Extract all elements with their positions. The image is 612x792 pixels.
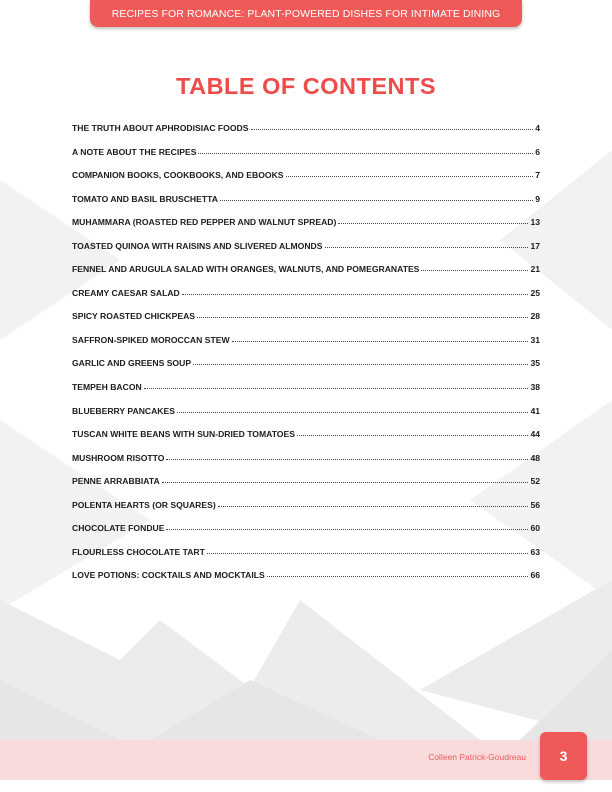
toc-entry-page-number: 21	[530, 264, 540, 275]
toc-entry[interactable]	[72, 335, 540, 359]
toc-entry-page-number: 6	[535, 146, 540, 157]
toc-entry-page-number: 31	[530, 334, 540, 345]
toc-entry[interactable]	[72, 311, 540, 335]
toc-entry[interactable]	[72, 288, 540, 312]
table-of-contents	[72, 123, 540, 594]
toc-entry[interactable]	[72, 217, 540, 241]
toc-entry-title: CHOCOLATE FONDUE	[72, 523, 165, 534]
toc-entry-title: MUSHROOM RISOTTO	[72, 452, 165, 463]
page-title: TABLE OF CONTENTS	[175, 73, 437, 99]
toc-entry-title: TUSCAN WHITE BEANS WITH SUN-DRIED TOMATOES	[72, 429, 295, 440]
toc-entry-page-number: 66	[530, 570, 540, 581]
toc-entry-page-number: 4	[535, 123, 540, 133]
toc-entry-title: A NOTE ABOUT THE RECIPES	[72, 146, 197, 157]
toc-entry[interactable]	[72, 241, 540, 265]
toc-entry-title: CREAMY CAESAR SALAD	[72, 287, 180, 298]
toc-entry-page-number: 7	[535, 170, 540, 181]
toc-entry-title: FLOURLESS CHOCOLATE TART	[72, 546, 205, 557]
toc-entry-page-number: 38	[530, 382, 540, 393]
dot-leader	[267, 576, 529, 577]
toc-entry-title: TEMPEH BACON	[72, 382, 142, 393]
header-banner	[90, 0, 522, 27]
toc-entry-page-number: 48	[530, 452, 540, 463]
dot-leader	[220, 200, 533, 201]
toc-entry-page-number: 9	[535, 193, 540, 204]
toc-entry-page-number: 60	[530, 523, 540, 534]
toc-entry[interactable]	[72, 547, 540, 571]
toc-entry[interactable]	[72, 523, 540, 547]
toc-entry-page-number: 52	[530, 476, 540, 487]
toc-entry-page-number: 35	[530, 358, 540, 369]
dot-leader	[297, 435, 528, 436]
toc-entry-title: BLUEBERRY PANCAKES	[72, 405, 175, 416]
toc-entry[interactable]	[72, 500, 540, 524]
dot-leader	[166, 529, 528, 530]
dot-leader	[182, 294, 529, 295]
toc-entry[interactable]	[72, 429, 540, 453]
book-title-text: RECIPES FOR ROMANCE: PLANT-POWERED DISHES FOR INTIMATE DINING	[111, 7, 501, 20]
toc-entry-title: LOVE POTIONS: COCKTAILS AND MOCKTAILS	[72, 570, 265, 581]
toc-entry-title: MUHAMMARA (ROASTED RED PEPPER AND WALNUT SPREAD)	[72, 217, 337, 228]
dot-leader	[177, 412, 528, 413]
toc-entry-title: SAFFRON-SPIKED MOROCCAN STEW	[72, 334, 230, 345]
dot-leader	[218, 506, 529, 507]
dot-leader	[338, 223, 528, 224]
toc-entry-title: TOMATO AND BASIL BRUSCHETTA	[72, 193, 218, 204]
dot-leader	[232, 341, 529, 342]
dot-leader	[286, 176, 534, 177]
toc-entry[interactable]	[72, 382, 540, 406]
toc-entry-title: THE TRUTH ABOUT APHRODISIAC FOODS	[72, 123, 249, 133]
toc-entry[interactable]	[72, 406, 540, 430]
toc-entry-page-number: 13	[530, 217, 540, 228]
toc-entry-title: COMPANION BOOKS, COOKBOOKS, AND EBOOKS	[72, 170, 284, 181]
toc-entry[interactable]	[72, 453, 540, 477]
toc-entry[interactable]	[72, 358, 540, 382]
footer-author: Colleen Patrick-Goudreau	[428, 752, 526, 762]
toc-entry-page-number: 25	[530, 287, 540, 298]
toc-entry[interactable]	[72, 264, 540, 288]
toc-entry-page-number: 41	[530, 405, 540, 416]
toc-entry[interactable]	[72, 147, 540, 171]
toc-entry[interactable]	[72, 476, 540, 500]
toc-entry[interactable]	[72, 170, 540, 194]
dot-leader	[193, 364, 528, 365]
toc-entry-title: POLENTA HEARTS (OR SQUARES)	[72, 499, 216, 510]
toc-entry-page-number: 56	[530, 499, 540, 510]
toc-entry-page-number: 63	[530, 546, 540, 557]
toc-entry-title: PENNE ARRABBIATA	[72, 476, 160, 487]
dot-leader	[207, 553, 529, 554]
dot-leader	[162, 482, 529, 483]
dot-leader	[325, 247, 529, 248]
page-number: 3	[559, 748, 568, 764]
dot-leader	[197, 317, 528, 318]
page-number-badge	[540, 732, 587, 780]
toc-entry-page-number: 28	[530, 311, 540, 322]
dot-leader	[144, 388, 529, 389]
toc-entry-page-number: 17	[530, 240, 540, 251]
dot-leader	[251, 129, 534, 130]
toc-entry-title: TOASTED QUINOA WITH RAISINS AND SLIVERED ALMONDS	[72, 240, 323, 251]
toc-entry-title: FENNEL AND ARUGULA SALAD WITH ORANGES, WALNUTS, AND POMEGRANATES	[72, 264, 420, 275]
toc-entry-title: SPICY ROASTED CHICKPEAS	[72, 311, 196, 322]
toc-entry[interactable]	[72, 123, 540, 147]
toc-entry-title: GARLIC AND GREENS SOUP	[72, 358, 192, 369]
toc-entry-page-number: 44	[530, 429, 540, 440]
toc-entry[interactable]	[72, 570, 540, 594]
dot-leader	[166, 459, 528, 460]
dot-leader	[198, 153, 533, 154]
toc-entry[interactable]	[72, 194, 540, 218]
dot-leader	[421, 270, 528, 271]
